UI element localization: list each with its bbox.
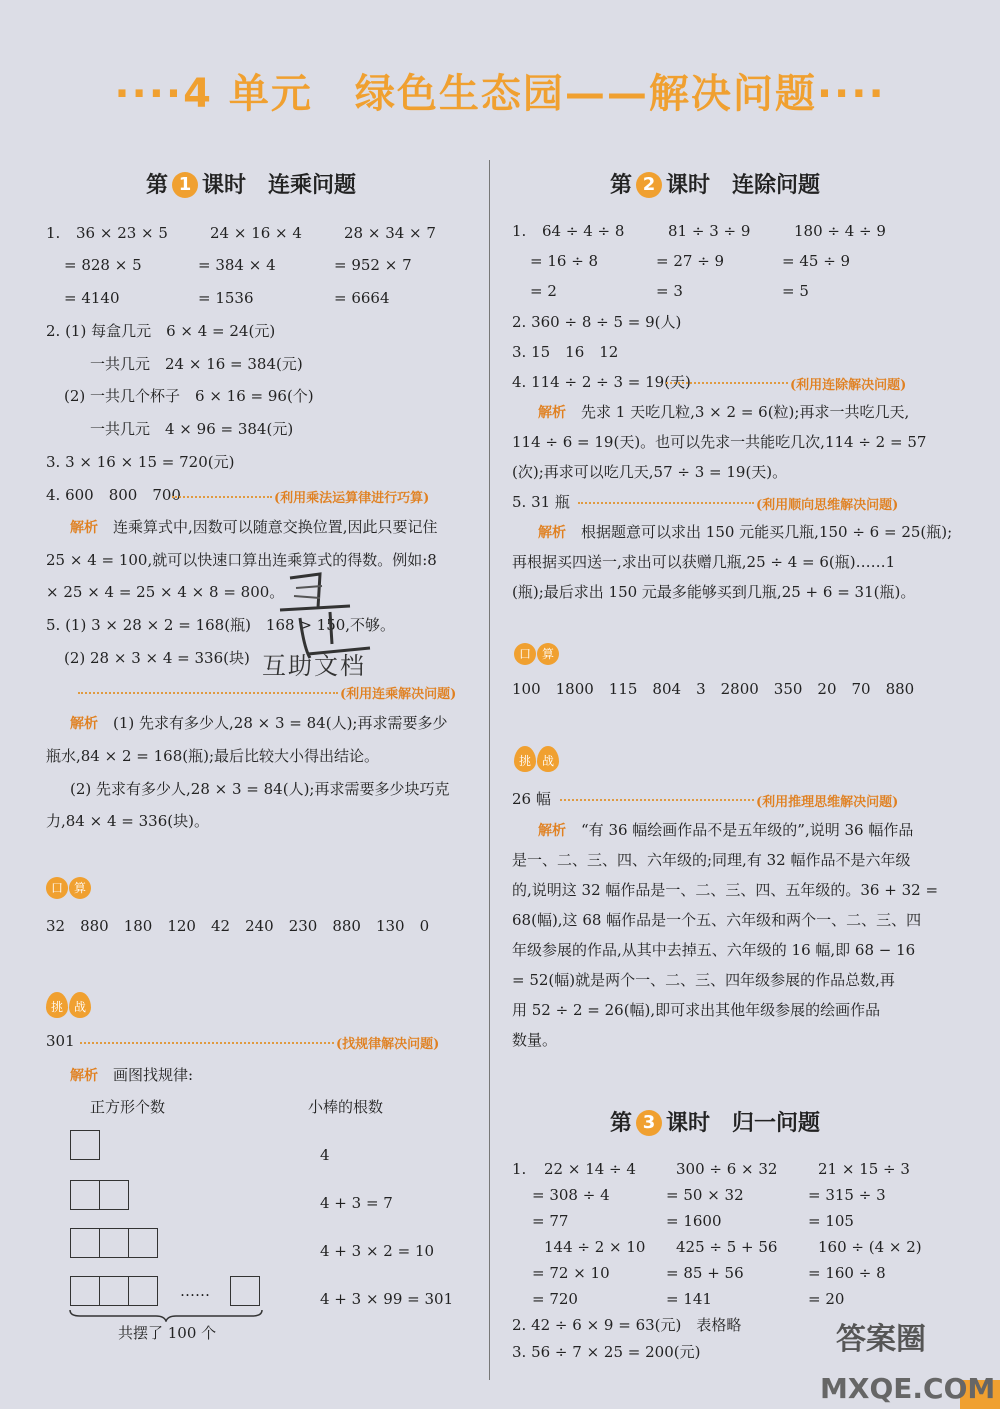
calc-step: 81 ÷ 3 ÷ 9 — [668, 222, 751, 240]
analysis-line: (次);再求可以吃几天,57 ÷ 3 = 19(天)。 — [512, 463, 788, 481]
tiaozhan-badge: 挑 战 — [514, 746, 560, 772]
calc-step: = 6664 — [334, 289, 390, 307]
calc-step: = 85 + 56 — [666, 1264, 744, 1282]
kousuan-badge: 口 算 — [514, 643, 560, 665]
calc-step: 64 ÷ 4 ÷ 8 — [542, 222, 625, 240]
calc-step: = 50 × 32 — [666, 1186, 744, 1204]
analysis-line: 解析 画图找规律: — [70, 1066, 194, 1084]
stick-count: 4 + 3 × 2 = 10 — [320, 1242, 435, 1260]
calc-step: 21 × 15 ÷ 3 — [818, 1160, 910, 1178]
square-figure — [70, 1228, 100, 1258]
method-tag: (利用连除解决问题) — [790, 378, 907, 393]
stick-count: 4 + 3 = 7 — [320, 1194, 393, 1212]
calc-step: 22 × 14 ÷ 4 — [544, 1160, 636, 1178]
square-figure — [70, 1276, 100, 1306]
dotted-leader — [78, 692, 338, 694]
answer-line: 2. 360 ÷ 8 ÷ 5 = 9(人) — [512, 313, 682, 331]
square-figure — [128, 1228, 158, 1258]
corner-watermark-logo: 答案圈 — [836, 1322, 926, 1357]
dotted-leader — [172, 496, 272, 498]
ellipsis: …… — [180, 1282, 210, 1300]
question-label: 1. — [512, 222, 527, 240]
answer-line: 4. 114 ÷ 2 ÷ 3 = 19(天) — [512, 373, 691, 391]
lesson-number-badge: 2 — [636, 172, 662, 198]
square-figure — [99, 1276, 129, 1306]
answer-line: (2) 28 × 3 × 4 = 336(块) — [64, 649, 250, 667]
calc-step: = 384 × 4 — [198, 256, 276, 274]
calc-step: = 5 — [782, 282, 809, 300]
calc-step: = 141 — [666, 1290, 712, 1308]
calc-step: = 20 — [808, 1290, 845, 1308]
brace — [68, 1308, 264, 1322]
dotted-leader — [578, 502, 754, 504]
calc-step: 160 ÷ (4 × 2) — [818, 1238, 922, 1256]
calc-step: = 308 ÷ 4 — [532, 1186, 610, 1204]
calc-step: = 72 × 10 — [532, 1264, 610, 1282]
analysis-line: 用 52 ÷ 2 = 26(幅),即可求出其他年级参展的绘画作品 — [512, 1001, 881, 1019]
method-tag: (利用推理思维解决问题) — [756, 795, 899, 810]
calc-step: 180 ÷ 4 ÷ 9 — [794, 222, 886, 240]
square-figure — [99, 1180, 129, 1210]
calc-step: = 2 — [530, 282, 557, 300]
calc-step: = 45 ÷ 9 — [782, 252, 851, 270]
answer-line: 301 — [46, 1032, 75, 1050]
analysis-line: = 52(幅)就是两个一、二、三、四年级参展的作品总数,再 — [512, 971, 895, 989]
analysis-line: 解析 连乘算式中,因数可以随意交换位置,因此只要记住 — [70, 518, 438, 536]
analysis-line: 再根据买四送一,求出可以获赠几瓶,25 ÷ 4 = 6(瓶)……1 — [512, 553, 896, 571]
square-figure — [128, 1276, 158, 1306]
calc-step: 144 ÷ 2 × 10 — [544, 1238, 646, 1256]
kousuan-badge: 口 算 — [46, 877, 92, 899]
dotted-leader — [80, 1042, 334, 1044]
analysis-line: 114 ÷ 6 = 19(天)。也可以先求一共能吃几次,114 ÷ 2 = 57 — [512, 433, 927, 451]
watermark-text: 互助文档 — [262, 652, 366, 680]
calc-step: 300 ÷ 6 × 32 — [676, 1160, 778, 1178]
calc-step: = 27 ÷ 9 — [656, 252, 725, 270]
answer-line: 3. 3 × 16 × 15 = 720(元) — [46, 453, 235, 471]
square-figure — [70, 1130, 100, 1160]
calc-step: = 315 ÷ 3 — [808, 1186, 886, 1204]
square-figure — [99, 1228, 129, 1258]
analysis-line: 瓶水,84 × 2 = 168(瓶);最后比较大小得出结论。 — [46, 747, 379, 765]
brace-label: 共摆了 100 个 — [118, 1324, 217, 1342]
answer-line: 一共几元 4 × 96 = 384(元) — [90, 420, 294, 438]
column-divider — [489, 160, 490, 1380]
calc-step: = 77 — [532, 1212, 569, 1230]
calc-step: = 4140 — [64, 289, 120, 307]
analysis-line: 年级参展的作品,从其中去掉五、六年级的 16 幅,即 68 − 16 — [512, 941, 916, 959]
calc-step: 24 × 16 × 4 — [210, 224, 302, 242]
analysis-line: 数量。 — [512, 1031, 558, 1049]
answer-line: 5. (1) 3 × 28 × 2 = 168(瓶) 168 > 150,不够。 — [46, 616, 396, 634]
answer-line: 2. (1) 每盒几元 6 × 4 = 24(元) — [46, 322, 276, 340]
analysis-line: 的,说明这 32 幅作品是一、二、三、四、五年级的。36 + 32 = — [512, 881, 939, 899]
answer-line: 3. 56 ÷ 7 × 25 = 200(元) — [512, 1343, 701, 1361]
kousuan-answers: 100 1800 115 804 3 2800 350 20 70 880 — [512, 680, 915, 698]
calc-step: = 1600 — [666, 1212, 722, 1230]
analysis-line: 力,84 × 4 = 336(块)。 — [46, 812, 209, 830]
lesson-2-title: 第 2 课时 连除问题 — [610, 173, 821, 198]
analysis-line: 解析 根据题意可以求出 150 元能买几瓶,150 ÷ 6 = 25(瓶); — [538, 523, 953, 541]
table-header-squares: 正方形个数 — [90, 1098, 166, 1116]
method-tag: (利用乘法运算律进行巧算) — [274, 491, 430, 506]
dotted-leader — [666, 382, 788, 384]
answer-line: 一共几元 24 × 16 = 384(元) — [90, 355, 303, 373]
calc-step: = 105 — [808, 1212, 854, 1230]
lesson-1-title: 第 1 课时 连乘问题 — [146, 173, 357, 198]
analysis-line: 解析 “有 36 幅绘画作品不是五年级的”,说明 36 幅作品 — [538, 821, 914, 839]
answer-line: 5. 31 瓶 — [512, 493, 570, 511]
lesson-3-title: 第 3 课时 归一问题 — [610, 1111, 821, 1136]
square-figure — [230, 1276, 260, 1306]
answer-line: 3. 15 16 12 — [512, 343, 619, 361]
calc-step: 36 × 23 × 5 — [76, 224, 168, 242]
answer-line: 26 幅 — [512, 790, 551, 808]
calc-step: = 952 × 7 — [334, 256, 412, 274]
method-tag: (利用连乘解决问题) — [340, 687, 457, 702]
method-tag: (利用顺向思维解决问题) — [756, 498, 899, 513]
analysis-line: 是一、二、三、四、六年级的;同理,有 32 幅作品不是六年级 — [512, 851, 911, 869]
answer-line: (2) 一共几个杯子 6 × 16 = 96(个) — [64, 387, 314, 405]
calc-step: = 3 — [656, 282, 683, 300]
unit-title: ····4 单元 绿色生态园——解决问题···· — [114, 71, 886, 117]
analysis-line: 解析 先求 1 天吃几粒,3 × 2 = 6(粒);再求一共吃几天, — [538, 403, 910, 421]
lesson-number-badge: 1 — [172, 172, 198, 198]
question-label: 1. — [512, 1160, 527, 1178]
answer-line: 2. 42 ÷ 6 × 9 = 63(元) 表格略 — [512, 1316, 742, 1334]
calc-step: = 1536 — [198, 289, 254, 307]
calc-step: 425 ÷ 5 + 56 — [676, 1238, 778, 1256]
tiaozhan-badge: 挑 战 — [46, 992, 92, 1018]
calc-step: = 720 — [532, 1290, 578, 1308]
stick-count: 4 — [320, 1146, 330, 1164]
dotted-leader — [560, 799, 754, 801]
stick-count: 4 + 3 × 99 = 301 — [320, 1290, 454, 1308]
method-tag: (找规律解决问题) — [336, 1037, 440, 1052]
analysis-line: 解析 (1) 先求有多少人,28 × 3 = 84(人);再求需要多少 — [70, 714, 448, 732]
calc-step: 28 × 34 × 7 — [344, 224, 436, 242]
calc-step: = 160 ÷ 8 — [808, 1264, 886, 1282]
square-figure — [70, 1180, 100, 1210]
analysis-line: (2) 先求有多少人,28 × 3 = 84(人);再求需要多少块巧克 — [70, 780, 450, 798]
lesson-number-badge: 3 — [636, 1110, 662, 1136]
analysis-line: 25 × 4 = 100,就可以快速口算出连乘算式的得数。例如:8 — [46, 551, 437, 569]
answer-line: 4. 600 800 700 — [46, 486, 181, 504]
kousuan-answers: 32 880 180 120 42 240 230 880 130 0 — [46, 917, 430, 935]
calc-step: = 16 ÷ 8 — [530, 252, 599, 270]
analysis-line: 68(幅),这 68 幅作品是一个五、六年级和两个一、二、三、四 — [512, 911, 922, 929]
analysis-line: × 25 × 4 = 25 × 4 × 8 = 800。 — [46, 583, 285, 601]
analysis-line: (瓶);最后求出 150 元最多能够买到几瓶,25 + 6 = 31(瓶)。 — [512, 583, 916, 601]
calc-step: = 828 × 5 — [64, 256, 142, 274]
question-label: 1. — [46, 224, 61, 242]
corner-watermark-site: MXQE.COM — [820, 1372, 996, 1405]
table-header-sticks: 小棒的根数 — [308, 1098, 384, 1116]
